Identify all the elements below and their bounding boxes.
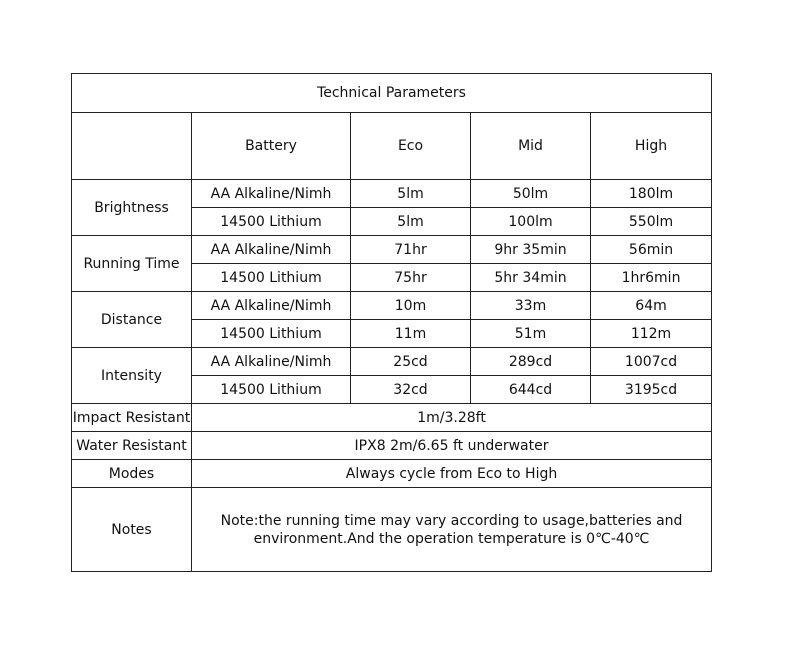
row-label-water-resistant: Water Resistant <box>72 432 192 460</box>
header-eco: Eco <box>351 113 471 180</box>
row-label-modes: Modes <box>72 460 192 488</box>
high-cell: 180lm <box>591 180 712 208</box>
mid-cell: 5hr 34min <box>471 264 591 292</box>
table-row <box>72 404 712 432</box>
mid-cell: 51m <box>471 320 591 348</box>
high-cell: 64m <box>591 292 712 320</box>
row-label-distance: Distance <box>72 292 192 348</box>
mid-cell: 33m <box>471 292 591 320</box>
impact-resistant-value: 1m/3.28ft <box>192 404 712 432</box>
mid-cell: 644cd <box>471 376 591 404</box>
eco-cell: 5lm <box>351 180 471 208</box>
battery-cell: AA Alkaline/Nimh <box>192 292 351 320</box>
battery-cell: AA Alkaline/Nimh <box>192 348 351 376</box>
eco-cell: 75hr <box>351 264 471 292</box>
table-row <box>72 292 712 320</box>
mid-cell: 50lm <box>471 180 591 208</box>
eco-cell: 25cd <box>351 348 471 376</box>
eco-cell: 71hr <box>351 236 471 264</box>
header-row <box>72 113 712 180</box>
water-resistant-value: IPX8 2m/6.65 ft underwater <box>192 432 712 460</box>
row-label-impact-resistant: Impact Resistant <box>72 404 192 432</box>
mid-cell: 289cd <box>471 348 591 376</box>
high-cell: 112m <box>591 320 712 348</box>
notes-line-2: environment.And the operation temperature is 0℃-40℃ <box>253 530 650 547</box>
technical-parameters-table <box>71 73 712 572</box>
battery-cell: 14500 Lithium <box>192 320 351 348</box>
table-title: Technical Parameters <box>72 74 712 113</box>
battery-cell: 14500 Lithium <box>192 376 351 404</box>
notes-text <box>192 488 712 572</box>
header-high: High <box>591 113 712 180</box>
title-row <box>72 74 712 113</box>
row-label-running-time: Running Time <box>72 236 192 292</box>
table-row <box>72 236 712 264</box>
table-row <box>72 460 712 488</box>
modes-value: Always cycle from Eco to High <box>192 460 712 488</box>
battery-cell: AA Alkaline/Nimh <box>192 180 351 208</box>
row-label-intensity: Intensity <box>72 348 192 404</box>
high-cell: 550lm <box>591 208 712 236</box>
high-cell: 56min <box>591 236 712 264</box>
header-mid: Mid <box>471 113 591 180</box>
eco-cell: 11m <box>351 320 471 348</box>
mid-cell: 100lm <box>471 208 591 236</box>
notes-row <box>72 488 712 572</box>
eco-cell: 32cd <box>351 376 471 404</box>
row-label-notes: Notes <box>72 488 192 572</box>
high-cell: 1hr6min <box>591 264 712 292</box>
battery-cell: AA Alkaline/Nimh <box>192 236 351 264</box>
battery-cell: 14500 Lithium <box>192 264 351 292</box>
table-row <box>72 348 712 376</box>
eco-cell: 5lm <box>351 208 471 236</box>
row-label-brightness: Brightness <box>72 180 192 236</box>
notes-line-1: Note:the running time may vary according to usage,batteries and <box>220 512 683 529</box>
high-cell: 3195cd <box>591 376 712 404</box>
table-row <box>72 180 712 208</box>
battery-cell: 14500 Lithium <box>192 208 351 236</box>
eco-cell: 10m <box>351 292 471 320</box>
table-row <box>72 432 712 460</box>
mid-cell: 9hr 35min <box>471 236 591 264</box>
header-battery: Battery <box>192 113 351 180</box>
header-empty-cell <box>72 113 192 180</box>
high-cell: 1007cd <box>591 348 712 376</box>
